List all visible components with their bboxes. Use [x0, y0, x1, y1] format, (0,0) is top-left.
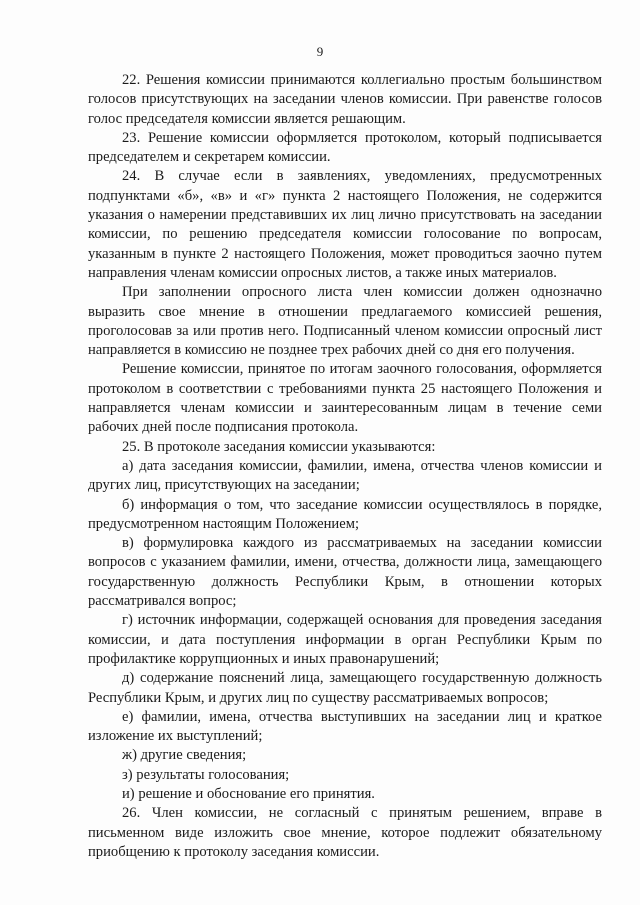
list-item-i: и) решение и обоснование его принятия. — [122, 785, 375, 802]
paragraph-25: 25. В протоколе заседания комиссии указываются: — [122, 438, 436, 455]
paragraph-26: 26. Член комиссии, не согласный с принятым решением, вправе в письменном виде изложить свое мнение, которое подлежит обязательному приобщению к протоколу заседания комиссии. — [88, 805, 602, 860]
list-item-g: г) источник информации, содержащей основания для проведения заседания комиссии, и дата поступления информации в орган Республики Крым по профилактике коррупционных и иных правонарушений; — [88, 612, 602, 667]
page-number: 9 — [316, 44, 324, 59]
list-item-e: е) фамилии, имена, отчества выступивших на заседании лиц и краткое изложение их выступлений; — [88, 708, 602, 745]
paragraph-24: 24. В случае если в заявлениях, уведомлениях, предусмотренных подпунктами «б», «в» и «г» пункта 2 настоящего Положения, не содержится указания о намерении представивших их лиц лично присутствовать на заседании комиссии, по решению председателя комиссии голосование по вопросам, указанным в пункте 2 настоящего Положения, может проводиться заочно путем направления членам комиссии опросных листов, а также иных материалов. — [88, 168, 602, 281]
paragraph-23: 23. Решение комиссии оформляется протоколом, который подписывается председателем и секретарем комиссии. — [88, 129, 602, 166]
list-item-a: а) дата заседания комиссии, фамилии, имена, отчества членов комиссии и других лиц, присутствующих на заседании; — [88, 457, 602, 494]
document-body — [88, 71, 602, 862]
list-item-b: б) информация о том, что заседание комиссии осуществлялось в порядке, предусмотренном настоящим Положением; — [88, 496, 602, 532]
paragraph-22: 22. Решения комиссии принимаются коллегиально простым большинством голосов присутствующих на заседании членов комиссии. При равенстве голосов голос председателя комиссии является решающим. — [88, 72, 602, 127]
paragraph-24-questionnaire: При заполнении опросного листа член комиссии должен однозначно выразить свое мнение в отношении предлагаемого комиссией решения, проголосовав за или против него. Подписанный членом комиссии опросный лист направляется в комиссию не позднее трех рабочих дней со дня его получения. — [88, 284, 602, 359]
list-item-v: в) формулировка каждого из рассматриваемых на заседании комиссии вопросов с указанием фамилии, имени, отчества, должности лица, замещающего государственную должность Республики Крым, в отношении которых рассматривался вопрос; — [88, 535, 602, 610]
list-item-z: з) результаты голосования; — [122, 766, 290, 783]
list-item-zh: ж) другие сведения; — [122, 747, 247, 764]
paragraph-24-decision: Решение комиссии, принятое по итогам заочного голосования, оформляется протоколом в соответствии с требованиями пункта 25 настоящего Положения и направляется членам комиссии и заинтересованным лицам в течение семи рабочих дней после подписания протокола. — [88, 361, 602, 436]
list-item-d: д) содержание пояснений лица, замещающего государственную должность Республики Крым, и других лиц по существу рассматриваемых вопросов; — [88, 670, 602, 706]
